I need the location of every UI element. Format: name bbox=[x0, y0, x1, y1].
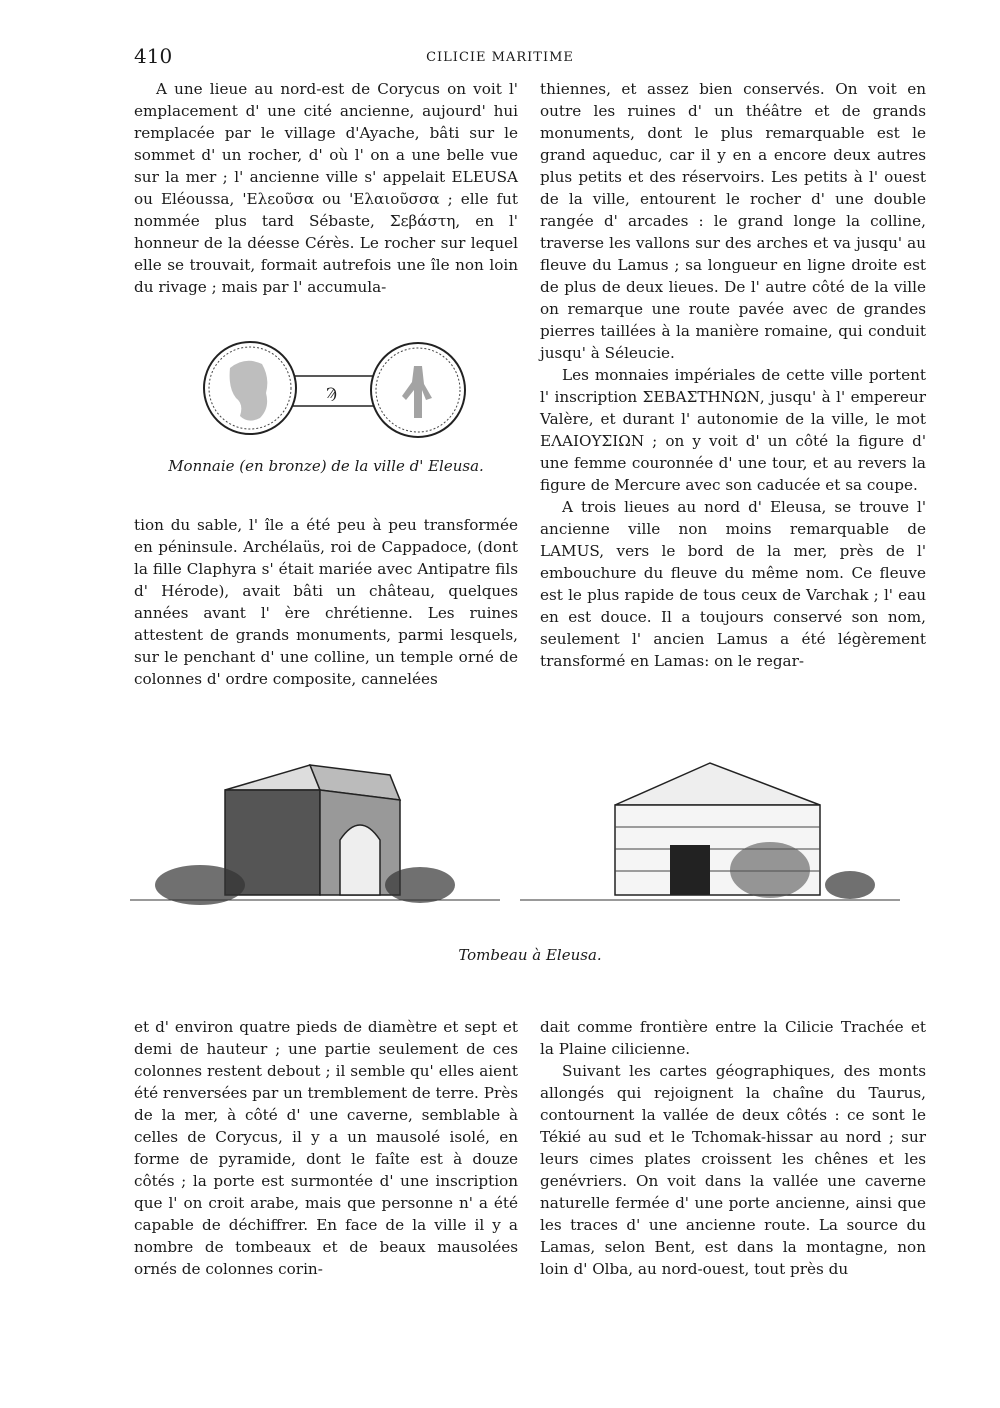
column-left-top bbox=[134, 78, 518, 298]
running-title: CILICIE MARITIME bbox=[426, 50, 574, 65]
paragraph: Suivant les cartes géographiques, des monts allongés qui rejoignent la chaîne du Taurus, contournent la vallée de deux côtés : ce sont le Tékié au sud et le Tchomak-hissar au nord ; sur leurs cimes plates croissent les chênes et les genévriers. On voit dans la vallée une caverne naturelle fermée d' une porte ancienne, ainsi que les traces d' une ancienne route. La source du Lamas, selon Bent, est dans la montagne, non loin d' Olba, au nord-ouest, tout près du bbox=[540, 1062, 926, 1278]
tomb-caption: Tombeau à Eleusa. bbox=[458, 946, 602, 964]
tomb-illustration-left bbox=[130, 745, 500, 915]
column-right-bottom bbox=[540, 1016, 926, 1280]
paragraph: dait comme frontière entre la Cilicie Trachée et la Plaine cilicienne. bbox=[540, 1018, 926, 1058]
paragraph: A une lieue au nord-est de Corycus on voit l' emplacement d' une cité ancienne, aujourd' hui remplacée par le village d'Ayache, bâti sur le sommet d' un rocher, d' où l' on a une belle vue sur la mer ; l' ancienne ville s' appelait ELEUSA ou Eléoussa, 'Ελεοῦσα ou 'Ελαιοῦσσα ; elle fut nommée plus tard Sébaste, Σεβάστη, en l' honneur de la déesse Cérès. Le rocher sur lequel elle se trouvait, formait autrefois une île non loin du rivage ; mais par l' accumula- bbox=[134, 80, 518, 296]
coin-caption: Monnaie (en bronze) de la ville d' Eleusa. bbox=[168, 457, 484, 475]
column-left-middle bbox=[134, 514, 518, 690]
paragraph: thiennes, et assez bien conservés. On voit en outre les ruines d' un théâtre et de grands monuments, dont le plus remarquable est le grand aqueduc, car il y en a encore deux autres plus petits et des réservoirs. Les petits à l' ouest de la ville, entourent le rocher d' une double rangée d' arcades : le grand longe la colline, traverse les vallons sur des arches et va jusqu' au fleuve du Lamus ; sa longueur en ligne droite est de plus de deux lieues. De l' autre côté de la ville on remarque une route pavée avec de grandes pierres taillées à la manière romaine, qui conduit jusqu' à Séleucie. bbox=[540, 80, 926, 362]
coin-legend-letter: Ϡ bbox=[326, 386, 337, 402]
paragraph: A trois lieues au nord d' Eleusa, se trouve l' ancienne ville non moins remarquable de LAMUS, vers le bord de la mer, près de l' embouchure du fleuve du même nom. Ce fleuve est le plus rapide de tous ceux de Varchak ; l' eau en est douce. Il a toujours conservé son nom, seulement l' ancien Lamus a été légèrement transformé en Lamas: on le regar- bbox=[540, 498, 926, 670]
coin-illustration bbox=[200, 338, 470, 448]
tomb-illustration-right bbox=[520, 745, 900, 915]
paragraph: Les monnaies impériales de cette ville portent l' inscription ΣΕΒΑΣΤΗΝΩΝ, jusqu' à l' empereur Valère, et durant l' autonomie de la ville, le mot ΕΛΑΙΟΥΣΙΩΝ ; on y voit d' un côté la figure d' une femme couronnée d' une tour, et au revers la figure de Mercure avec son caducée et sa coupe. bbox=[540, 366, 926, 494]
paragraph: et d' environ quatre pieds de diamètre et sept et demi de hauteur ; une partie seulement de ces colonnes restent debout ; il semble qu' elles aient été renversées par un tremblement de terre. Près de la mer, à côté d' une caverne, semblable à celles de Corycus, il y a un mausolé isolé, en forme de pyramide, dont le faîte est à douze côtés ; la porte est surmontée d' une inscription que l' on croit arabe, mais que personne n' a été capable de déchiffrer. En face de la ville il y a nombre de tombeaux et de beaux mausolées ornés de colonnes corin- bbox=[134, 1018, 518, 1278]
paragraph: tion du sable, l' île a été peu à peu transformée en péninsule. Archélaüs, roi de Cappadoce, (dont la fille Claphyra s' était mariée avec Antipatre fils d' Hérode), avait bâti un château, quelques années avant l' ère chrétienne. Les ruines attestent de grands monuments, parmi lesquels, sur le penchant d' une colline, un temple orné de colonnes d' ordre composite, cannelées bbox=[134, 516, 518, 688]
page-number: 410 bbox=[134, 44, 173, 68]
column-right-top bbox=[540, 78, 926, 672]
column-left-bottom bbox=[134, 1016, 518, 1280]
